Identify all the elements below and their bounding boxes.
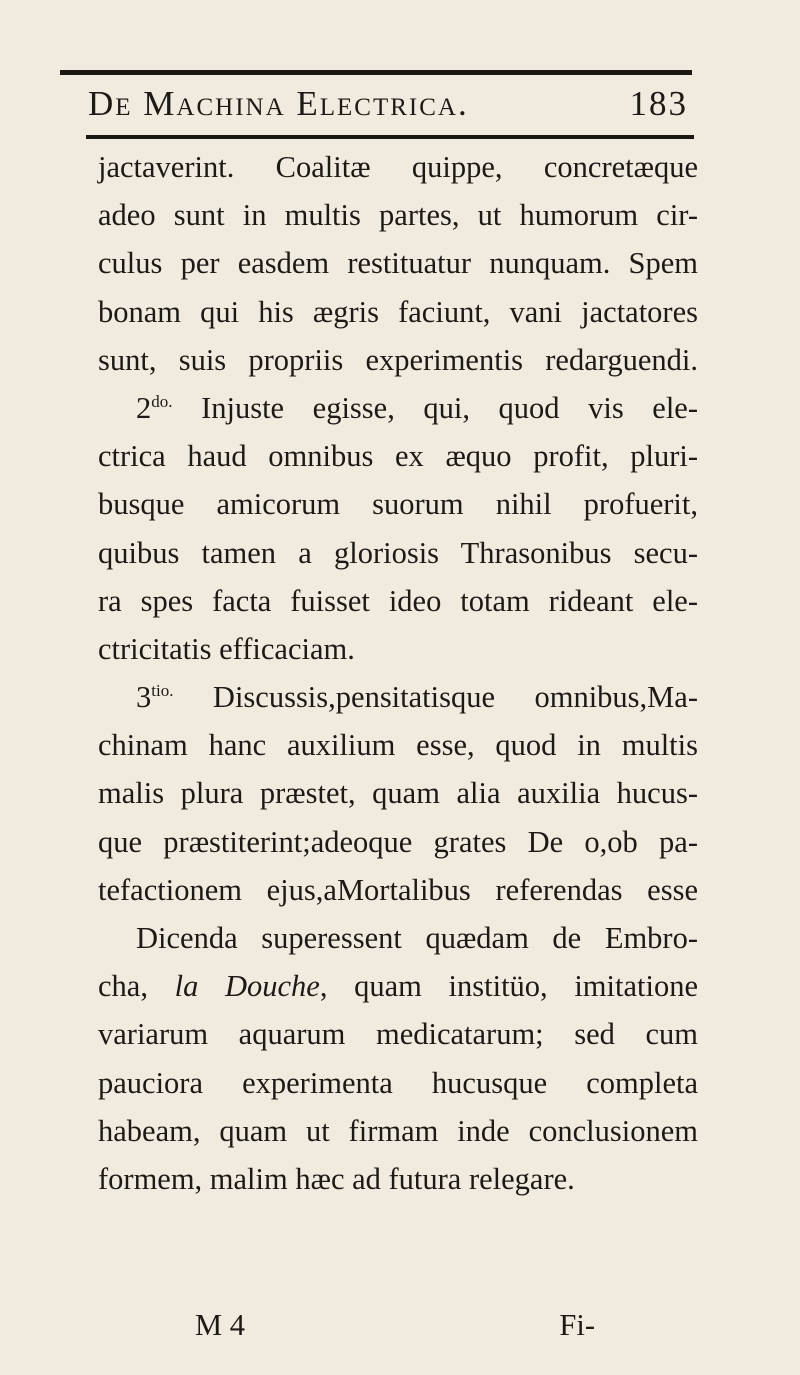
line-text: que præstiterint;adeoque grates De o,ob pa- <box>98 824 698 859</box>
line-text: formem, malim hæc ad futura relegare. <box>98 1161 575 1196</box>
text-line <box>98 384 698 432</box>
text-line <box>98 143 698 191</box>
line-text: , quam institüo, imitatione <box>319 969 698 1004</box>
signature-mark: M 4 <box>195 1308 245 1342</box>
text-line <box>98 818 698 866</box>
text-line <box>98 1107 698 1155</box>
line-text: malis plura præstet, quam alia auxilia hucus- <box>98 776 698 811</box>
line-text: chinam hanc auxilium esse, quod in multis <box>98 728 698 763</box>
line-text: Injuste egisse, qui, quod vis ele- <box>172 390 698 425</box>
text-line <box>98 962 698 1010</box>
header-rule <box>86 135 694 139</box>
text-line <box>98 769 698 817</box>
line-text: adeo sunt in multis partes, ut humorum cir- <box>98 198 698 233</box>
running-title: De Machina Electrica. <box>88 84 469 123</box>
ordinal-suffix: do. <box>151 391 173 411</box>
catchword: Fi- <box>559 1308 595 1342</box>
top-rule <box>60 70 692 75</box>
text-line <box>98 577 698 625</box>
line-prefix: cha, <box>98 969 175 1004</box>
line-text: busque amicorum suorum nihil profuerit, <box>98 487 698 522</box>
line-text: tefactionem ejus,aMortalibus referendas esse <box>98 872 698 907</box>
line-text: bonam qui his ægris faciunt, vani jactatores <box>98 294 698 329</box>
line-text: pauciora experimenta hucusque completa <box>98 1065 698 1100</box>
line-text: variarum aquarum medicatarum; sed cum <box>98 1017 698 1052</box>
text-line <box>98 432 698 480</box>
line-text: quibus tamen a gloriosis Thrasonibus secu- <box>98 535 698 570</box>
text-line <box>98 914 698 962</box>
page-number: 183 <box>629 84 688 123</box>
item-number: 2 <box>136 390 152 425</box>
text-line <box>98 480 698 528</box>
item-number: 3 <box>136 680 152 715</box>
line-text: habeam, quam ut firmam inde conclusionem <box>98 1113 698 1148</box>
line-text: Dicenda superessent quædam de Embro- <box>136 921 698 955</box>
line-text: culus per easdem restituatur nunquam. Spem <box>98 246 698 281</box>
body-text <box>98 143 698 1203</box>
text-line <box>98 336 698 384</box>
text-line <box>98 529 698 577</box>
text-line <box>98 239 698 287</box>
text-line <box>98 191 698 239</box>
line-text: ra spes facta fuisset ideo totam rideant ele- <box>98 583 698 618</box>
line-text: jactaverint. Coalitæ quippe, concretæque <box>98 150 698 184</box>
text-line <box>98 721 698 769</box>
line-text: sunt, suis propriis experimentis redarguendi. <box>98 342 698 377</box>
line-text: ctrica haud omnibus ex æquo profit, pluri- <box>98 439 698 474</box>
text-line <box>98 288 698 336</box>
italic-term: la Douche <box>174 969 320 1004</box>
text-line <box>98 1155 698 1203</box>
line-text: Discussis,pensitatisque omnibus,Ma- <box>173 680 698 715</box>
page-header <box>88 84 688 134</box>
text-line <box>98 673 698 721</box>
text-line <box>98 625 698 673</box>
text-line <box>98 866 698 914</box>
text-line <box>98 1010 698 1058</box>
ordinal-suffix: tio. <box>151 680 174 700</box>
line-text: ctricitatis efficaciam. <box>98 631 355 666</box>
page-footer <box>195 1308 595 1356</box>
text-line <box>98 1059 698 1107</box>
